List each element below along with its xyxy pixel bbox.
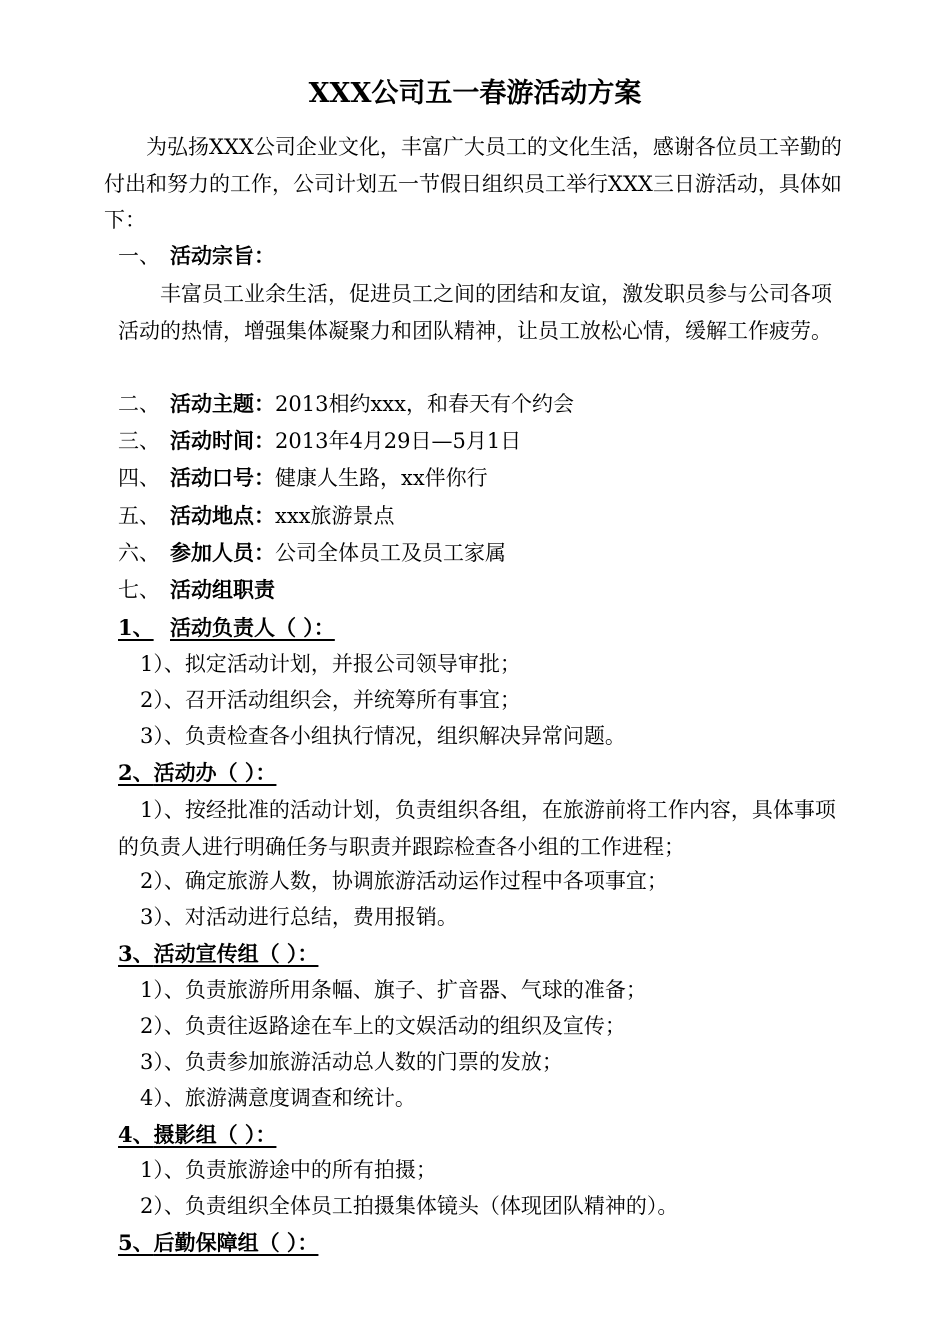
group-title: 摄影组（ ）： [153,1122,277,1147]
group-title: 活动负责人（ ）： [170,615,335,640]
group-title: 后勤保障组（ ）： [153,1230,319,1255]
group-heading-publicity [118,940,318,968]
section-slogan [118,464,488,492]
group-number: 5、 [118,1230,154,1255]
intro-paragraph: 为弘扬XXX公司企业文化，丰富广大员工的文化生活，感谢各位员工辛勤的付出和努力的工作，公司计划五一节假日组织员工举行XXX三日游活动，具体如下： [104,135,842,232]
section-number: 四、 [118,466,160,490]
section-label: 参加人员： [170,540,275,565]
list-item: 2）、负责往返路途在车上的文娱活动的组织及宣传； [140,1014,626,1038]
group-number: 2、 [118,760,154,785]
section-participants [118,539,506,567]
section-number: 二、 [118,392,160,416]
page-title: XXX公司五一春游活动方案 [308,78,642,109]
list-item: 2）、负责组织全体员工拍摄集体镜头（体现团队精神的）。 [140,1194,679,1218]
group-title: 活动宣传组（ ）： [153,941,319,966]
section-number: 六、 [118,541,160,565]
section-value: xxx旅游景点 [275,504,395,528]
section-value: 公司全体员工及员工家属 [275,541,506,565]
section-purpose-heading [118,242,275,270]
list-item: 3）、对活动进行总结，费用报销。 [140,905,458,929]
list-item: 3）、负责参加旅游活动总人数的门票的发放； [140,1050,563,1074]
list-item: 4）、旅游满意度调查和统计。 [140,1086,416,1110]
section-number: 三、 [118,429,160,453]
group-heading-logistics [118,1229,318,1257]
group-heading-photography [118,1121,276,1149]
list-item: 1）、拟定活动计划，并报公司领导审批； [140,652,521,676]
list-item: 2）、确定旅游人数，协调旅游活动运作过程中各项事宜； [140,869,668,893]
section-value: 2013相约xxx，和春天有个约会 [275,392,574,416]
list-item: 1）、负责旅游所用条幅、旗子、扩音器、气球的准备； [140,978,647,1002]
list-item: 3）、负责检查各小组执行情况，组织解决异常问题。 [140,724,626,748]
section-value: 健康人生路，xx伴你行 [275,466,488,490]
group-heading-leader [118,614,335,642]
section-value: 2013年4月29日—5月1日 [275,429,522,453]
group-number: 3、 [118,941,154,966]
section-label: 活动宗旨： [170,243,275,268]
section-location [118,502,395,530]
section-number: 五、 [118,504,160,528]
list-item: 1）、负责旅游途中的所有拍摄； [140,1158,437,1182]
section-label: 活动地点： [170,503,275,528]
section-label: 活动口号： [170,465,275,490]
section-time [118,427,521,455]
purpose-paragraph: 丰富员工业余生活，促进员工之间的团结和友谊，激发职员参与公司各项活动的热情，增强集体凝聚力和团队精神，让员工放松心情，缓解工作疲劳。 [118,282,832,343]
section-responsibilities [118,576,275,604]
group-number: 4、 [118,1122,154,1147]
list-item: 2）、召开活动组织会，并统筹所有事宜； [140,688,521,712]
section-theme [118,390,574,418]
group-title: 活动办（ ）： [153,760,277,785]
list-item: 1）、按经批准的活动计划，负责组织各组，在旅游前将工作内容，具体事项的负责人进行明确任务与职责并跟踪检查各小组的工作进程； [118,798,836,859]
group-heading-office [118,759,276,787]
section-number: 一、 [118,244,160,268]
group-number: 1、 [118,615,154,640]
section-label: 活动组职责 [170,577,275,602]
section-label: 活动时间： [170,428,275,453]
section-number: 七、 [118,578,160,602]
section-label: 活动主题： [170,391,275,416]
